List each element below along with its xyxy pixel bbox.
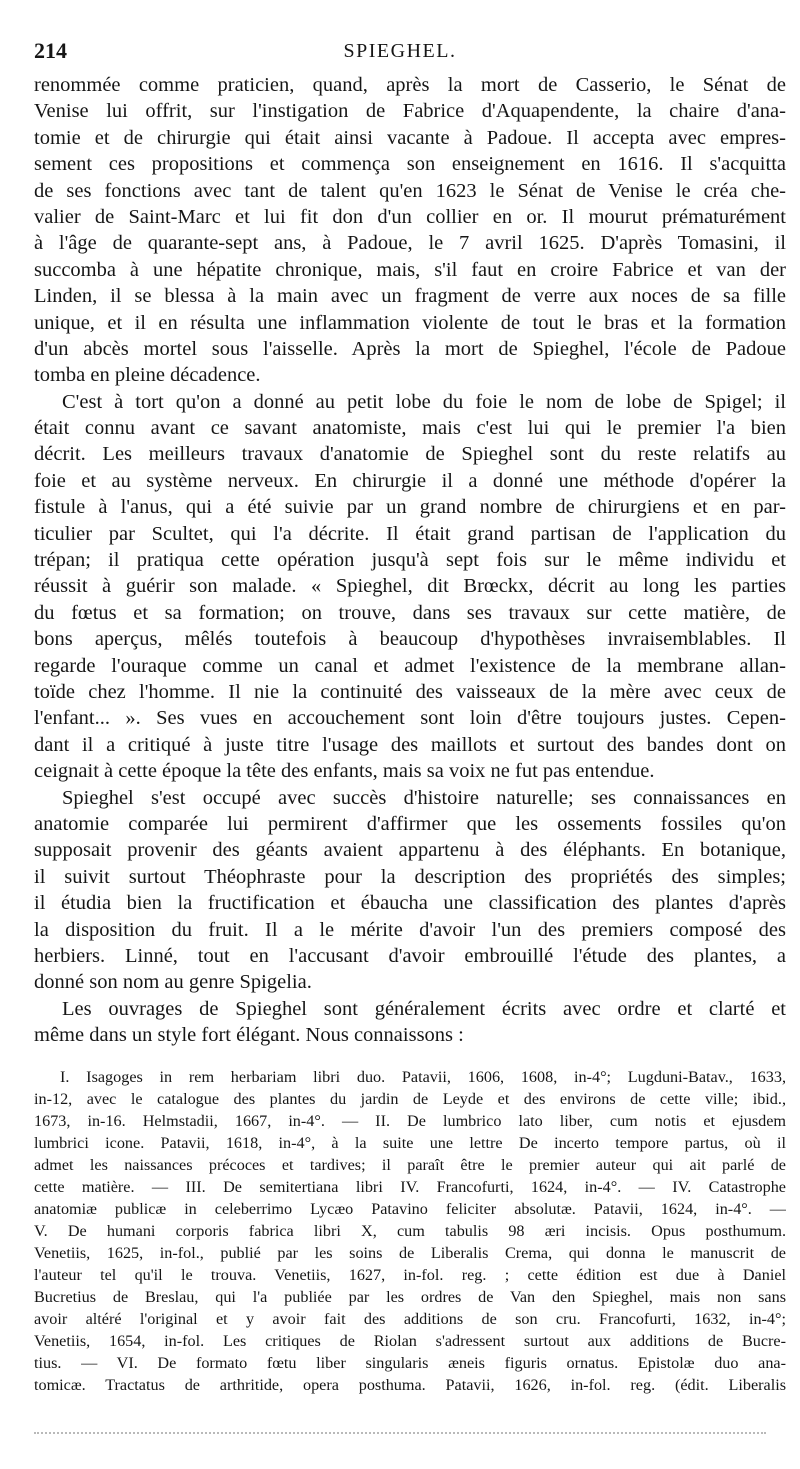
- body-line: anatomie comparée lui permirent d'affirmer que les ossements fossiles qu'on: [34, 812, 786, 835]
- body-line: Linden, il se blessa à la main avec un fragment de verre aux noces de sa fille: [34, 285, 786, 308]
- bottom-divider: [34, 1432, 766, 1434]
- body-line: était connu avant ce savant anatomiste, mais c'est lui qui le premier l'a bien: [34, 417, 786, 440]
- body-line: dant il a critiqué à juste titre l'usage des maillots et surtout des bandes dont on: [34, 733, 786, 756]
- body-line: Venise lui offrit, sur l'instigation de Fabrice d'Aquapendente, la chaire d'ana-: [34, 100, 786, 123]
- body-text: [34, 72, 786, 1048]
- bibliography-line: Venetiis, 1654, in-fol. Les critiques de Riolan s'adressent surtout aux additions de Bucre-: [34, 1332, 786, 1350]
- body-line: tomie et de chirurgie qui était ainsi vacante à Padoue. Il accepta avec empres-: [34, 126, 786, 149]
- bibliography-line: l'auteur tel qu'il le trouva. Venetiis, 1627, in-fol. reg. ; cette édition est due à Daniel: [34, 1266, 786, 1284]
- body-line: Les ouvrages de Spieghel sont généralement écrits avec ordre et clarté et: [62, 997, 786, 1020]
- body-line: de ses fonctions avec tant de talent qu'en 1623 le Sénat de Venise le créa che-: [34, 179, 786, 202]
- body-line: herbiers. Linné, tout en l'accusant d'avoir embrouillé l'étude des plantes, a: [34, 944, 786, 967]
- bibliography-line: anatomiæ publicæ in celeberrimo Lycæo Patavino feliciter absolutæ. Patavii, 1624, in-4°. —: [34, 1200, 786, 1218]
- body-line: supposait provenir des géants avaient appartenu à des éléphants. En botanique,: [34, 839, 786, 862]
- running-title: SPIEGHEL.: [343, 40, 457, 62]
- body-line: fistule à l'anus, qui a été suivie par un grand nombre de chirurgiens et en par-: [34, 496, 786, 519]
- body-line: même dans un style fort élégant. Nous connaissons :: [34, 1024, 464, 1047]
- body-line: toïde chez l'homme. Il nie la continuité des vaisseaux de la mère avec ceux de: [34, 680, 786, 703]
- body-line: l'enfant... ». Ses vues en accouchement sont loin d'être toujours justes. Cepen-: [34, 707, 786, 730]
- body-line: trépan; il pratiqua cette opération jusqu'à sept fois sur le même individu et: [34, 549, 786, 572]
- page-number: 214: [34, 38, 67, 63]
- body-line: ceignait à cette époque la tête des enfants, mais sa voix ne fut pas entendue.: [34, 760, 655, 783]
- body-line: la disposition du fruit. Il a le mérite d'avoir l'un des premiers composé des: [34, 918, 786, 941]
- body-line: il suivit surtout Théophraste pour la description des propriétés des simples;: [34, 865, 786, 888]
- bibliography-line: Bucretius de Breslau, qui l'a publiée par les ordres de Van den Spieghel, mais non sans: [34, 1288, 786, 1306]
- bibliography-line: I. Isagoges in rem herbariam libri duo. Patavii, 1606, 1608, in-4°; Lugduni-Batav., 1633,: [60, 1068, 786, 1086]
- body-line: décrit. Les meilleurs travaux d'anatomie de Spieghel sont du reste relatifs au: [34, 443, 786, 466]
- bibliography-line: admet les naissances précoces et tardives; il paraît être le premier auteur qui ait parlé de: [34, 1156, 786, 1174]
- body-line: ticulier par Scultet, qui l'a décrite. Il était grand partisan de l'application du: [34, 522, 786, 545]
- body-line: unique, et il en résulta une inflammation violente de tout le bras et la formation: [34, 311, 786, 334]
- body-line: donné son nom au genre Spigelia.: [34, 971, 312, 994]
- body-line: foie et au système nerveux. En chirurgie il a donné une méthode d'opérer la: [34, 469, 786, 492]
- body-line: réussit à guérir son malade. « Spieghel, dit Brœckx, décrit au long les parties: [34, 575, 786, 598]
- body-line: renommée comme praticien, quand, après la mort de Casserio, le Sénat de: [34, 74, 786, 96]
- bibliography-line: lumbrici icone. Patavii, 1618, in-4°, à la suite une lettre De incerto tempore partus, où il: [34, 1134, 786, 1152]
- body-line: bons aperçus, mêlés toutefois à beaucoup d'hypothèses invraisemblables. Il: [34, 628, 786, 651]
- body-line: sement ces propositions et commença son enseignement en 1616. Il s'acquitta: [34, 153, 786, 176]
- body-line: C'est à tort qu'on a donné au petit lobe du foie le nom de lobe de Spigel; il: [62, 390, 786, 413]
- body-line: du fœtus et sa formation; on trouve, dans ses travaux sur cette matière, de: [34, 601, 786, 624]
- body-line: valier de Saint-Marc et lui fit don d'un collier en or. Il mourut prématurément: [34, 205, 786, 228]
- bibliography-line: V. De humani corporis fabrica libri X, cum tabulis 98 æri incisis. Opus posthumum.: [34, 1222, 786, 1240]
- bibliography-line: Venetiis, 1625, in-fol., publié par les soins de Liberalis Crema, qui donna le manuscrit de: [34, 1244, 786, 1262]
- body-line: tomba en pleine décadence.: [34, 364, 261, 387]
- bibliography-line: in-12, avec le catalogue des plantes du jardin de Leyde et des environs de cette ville; ibid.,: [34, 1090, 786, 1108]
- bibliography-line: tius. — VI. De formato fœtu liber singularis æneis figuris ornatus. Epistolæ duo ana-: [34, 1354, 786, 1372]
- body-line: d'un abcès mortel sous l'aisselle. Après la mort de Spieghel, l'école de Padoue: [34, 337, 786, 360]
- body-line: succomba à une hépatite chronique, mais, s'il faut en croire Fabrice et van der: [34, 258, 786, 281]
- page-header: [34, 38, 766, 68]
- body-line: à l'âge de quarante-sept ans, à Padoue, le 7 avril 1625. D'après Tomasini, il: [34, 232, 786, 255]
- body-line: Spieghel s'est occupé avec succès d'histoire naturelle; ses connaissances en: [62, 786, 786, 809]
- bibliography-notes: [34, 1066, 786, 1396]
- body-line: il étudia bien la fructification et ébaucha une classification des plantes d'après: [34, 892, 786, 915]
- body-line: regarde l'ouraque comme un canal et admet l'existence de la membrane allan-: [34, 654, 786, 677]
- bibliography-line: cette matière. — III. De semitertiana libri IV. Francofurti, 1624, in-4°. — IV. Catastrophe: [34, 1178, 786, 1196]
- bibliography-line: 1673, in-16. Helmstadii, 1667, in-4°. — II. De lumbrico lato liber, cum notis et ejusdem: [34, 1112, 786, 1130]
- bibliography-line: tomicæ. Tractatus de arthritide, opera posthuma. Patavii, 1626, in-fol. reg. (édit. Liberalis: [34, 1376, 786, 1394]
- bibliography-line: avoir altéré l'original et y avoir fait des additions de son cru. Francofurti, 1632, in-4°;: [34, 1310, 786, 1328]
